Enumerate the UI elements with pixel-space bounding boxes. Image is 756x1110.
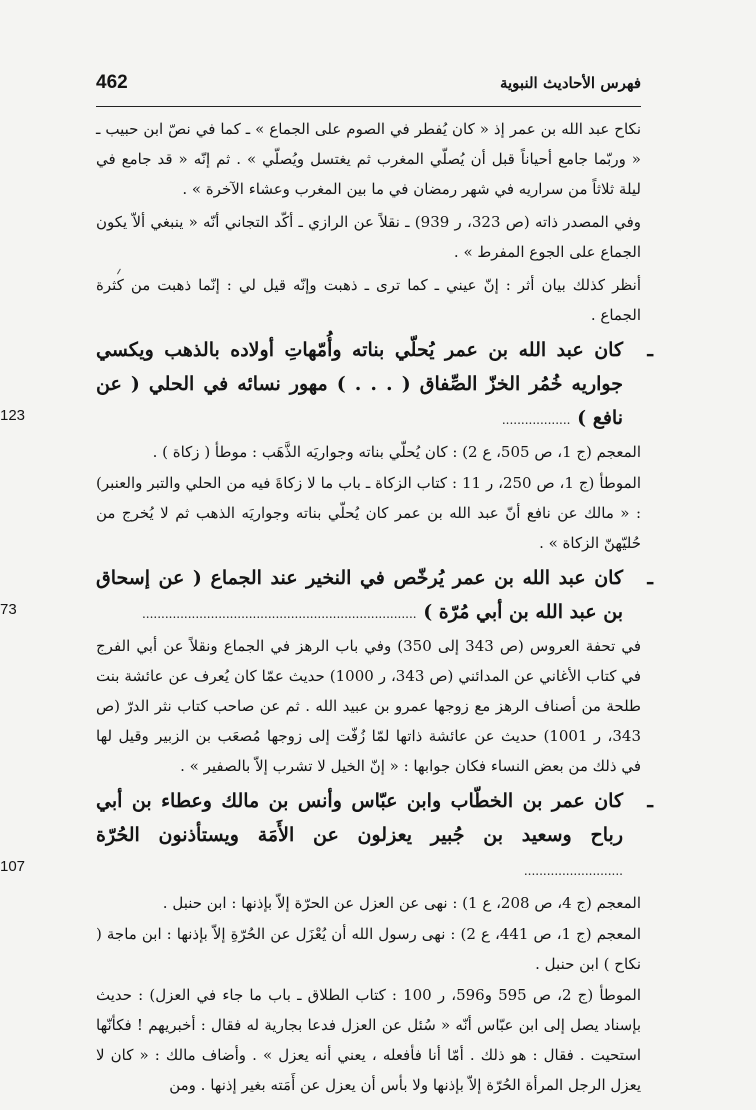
leader-dots: ........................................................................ xyxy=(141,607,417,621)
body-paragraph: المعجم (ج 4، ص 208، ع 1) : نهى عن العزل عن الحرّة إلاّ بإذنها : ابن حنبل . xyxy=(162,894,641,912)
page-number: 462 xyxy=(96,72,128,93)
body-paragraph: أنظر كذلك بيان أثر : إنّ عيني ـ كما ترى ـ ذهبت وإنّه قيل لي : إنّما ذهبت من كثرة الجماع . xyxy=(96,276,641,324)
body-paragraph: نكاح عبد الله بن عمر إذ « كان يُفطر في الصوم على الجماع » ـ كما في نصّ ابن حبيب ـ « وربّما جامع أحياناً قبل أن يُصلّي المغرب ثم يغتسل ويُصلّي » . ثم إنّه « قد جامع في ليلة ثلاثاً من سراريه في شهر رمضان في ما بين المغرب وعشاء الآخرة » . xyxy=(96,120,641,198)
body-paragraph: المعجم (ج 1، ص 441، ع 2) : نهى رسول الله أن يُعْزَل عن الحُرّةِ إلاّ بإذنها : ابن ماجة ( نكاح ) ابن حنبل . xyxy=(96,925,642,973)
entry-text: كان عمر بن الخطّاب وابن عبّاس وأنس بن مالك وعطاء بن أبي رباح وسعيد بن جُبير يعزلون عن الأَمَة ويستأذنون الحُرّة xyxy=(96,790,623,846)
entry-dash: ـ xyxy=(647,567,653,589)
hadith-entry xyxy=(0,784,653,888)
running-title: فهرس الأحاديث النبوية xyxy=(499,74,641,92)
leader-dots: .................. xyxy=(501,413,571,427)
entry-text: كان عبد الله بن عمر يُحلّي بناته وأُمّهاتِ أولاده بالذهب ويكسي جواريه خُمُر الخزّ الصِّفاق ( . . . ) مهور نسائه في الحلي ( عن نافع ) xyxy=(96,339,623,429)
body-paragraph: الموطأ (ج 1، ص 250، ر 11 : كتاب الزكاة ـ باب ما لا زكاةَ فيه من الحلي والتبر والعنبر) : « مالك عن نافع أنّ عبد الله بن عمر كان يُحلّي بناته وجواريَه الذهب ثم لا يُخرج من حُليّهنّ الزكاة » . xyxy=(96,474,641,552)
hadith-entry xyxy=(0,561,653,631)
leader-dots: .......................... xyxy=(523,864,623,878)
hadith-entry xyxy=(0,333,653,437)
body-paragraph: في تحفة العروس (ص 343 إلى 350) وفي باب الرهز في الجماع ونقلاً عن أبي الفرج في كتاب الأغاني عن المدائني (ص 343، ر 1000) حديث عمّا كان يُعرف عن عائشة بنت طلحة من أصناف الرهز مع زوجها عمرو بن عبيد الله . ثم عن صاحب كتاب نثر الدرّ (ص 343، ر 1001) حديث عن عائشة ذاتها لمّا زُفّت إلى زوجها مُصعَب بن الزبير وقيل لها في ذلك من بعض النساء فكان جوابها : « إنّ الخيل لا تشرب إلاّ بالصفير » . xyxy=(96,637,641,775)
entry-dash: ـ xyxy=(647,339,653,361)
entry-reference-number: 107 xyxy=(0,858,26,875)
body-paragraph: المعجم (ج 1، ص 505، ع 2) : كان يُحلّي بناته وجواريَه الذَّهَب : موطأ ( زكاة ) . xyxy=(152,443,641,461)
entry-dash: ـ xyxy=(647,790,653,812)
page-body xyxy=(0,114,653,1103)
entry-reference-number: 73 xyxy=(0,601,17,618)
entry-reference-number: 123 xyxy=(0,407,26,424)
entry-text: كان عبد الله بن عمر يُرخّص في النخير عند الجماع ( عن إسحاق بن عبد الله بن أبي مُرّة ) xyxy=(96,567,623,623)
header-rule xyxy=(96,106,641,107)
body-paragraph: وفي المصدر ذاته (ص 323، ر 939) ـ نقلاً عن الرازي ـ أكّد التجاني أنّه « ينبغي ألاّ يكون الجماع على الجوع المفرط » . xyxy=(96,213,641,261)
page-header xyxy=(96,72,641,102)
body-paragraph: الموطأ (ج 2، ص 595 و596، ر 100 : كتاب الطلاق ـ باب ما جاء في العزل) : حديث بإسناد يصل إلى ابن عبّاس أنّه « سُئل عن العزل فدعا بجارية له فقال : أخبريهم ! فكأنّها استحيت . فقال : هو ذلك . أمّا أنا فأفعله ، يعني أنه يعزل » . وأضاف مالك : « كان لا يعزل الرجل المرأة الحُرّة إلاّ بإذنها ولا بأس أن يعزل عن أَمَته بغير إذنها . ومن xyxy=(96,986,642,1094)
